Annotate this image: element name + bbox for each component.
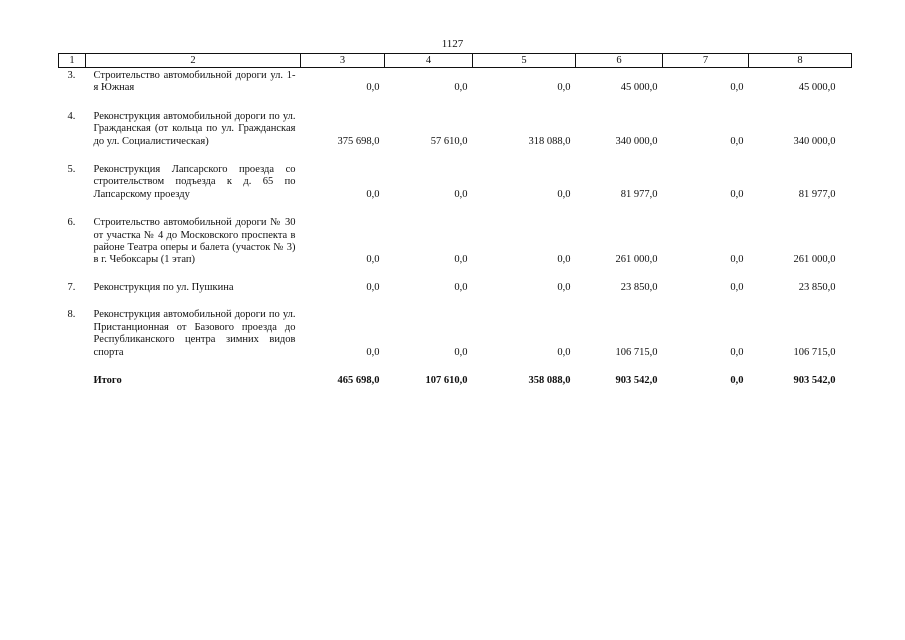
total-label: Итого: [93, 374, 122, 386]
value-cell: 261 000,0: [615, 254, 658, 266]
table-row: [59, 280, 852, 294]
value-cell: 0,0: [366, 254, 380, 266]
total-value-cell: 107 610,0: [425, 374, 468, 386]
row-number: 5.: [67, 164, 76, 176]
value-cell: 57 610,0: [430, 135, 468, 147]
page-number: 1127: [441, 38, 464, 50]
value-cell: 45 000,0: [798, 82, 836, 94]
value-cell: 0,0: [454, 254, 468, 266]
row-number: 8.: [67, 309, 76, 321]
total-value-cell: 0,0: [730, 374, 744, 386]
value-cell: 0,0: [454, 188, 468, 200]
total-value-cell: 358 088,0: [528, 374, 571, 386]
value-cell: 0,0: [730, 346, 744, 358]
row-number: 7.: [67, 281, 76, 293]
row-number: 6.: [67, 217, 76, 229]
row-name: Строительство автомобильной дороги № 30 от участка № 4 до Московского проспекта в районе Театра оперы и балета (участок № 3) в г. Чебоксары (1 этап): [93, 217, 296, 266]
column-header: 6: [576, 54, 663, 68]
total-value-cell: 465 698,0: [337, 374, 380, 386]
value-cell: 106 715,0: [615, 346, 658, 358]
value-cell: 23 850,0: [620, 281, 658, 293]
total-value-cell: 903 542,0: [793, 374, 836, 386]
value-cell: 0,0: [730, 281, 744, 293]
value-cell: 45 000,0: [620, 82, 658, 94]
value-cell: 0,0: [454, 82, 468, 94]
table-row: [59, 307, 852, 359]
value-cell: 0,0: [730, 188, 744, 200]
value-cell: 340 000,0: [793, 135, 836, 147]
value-cell: 0,0: [557, 254, 571, 266]
value-cell: 81 977,0: [620, 188, 658, 200]
value-cell: 0,0: [730, 254, 744, 266]
column-header: 7: [663, 54, 749, 68]
value-cell: 106 715,0: [793, 346, 836, 358]
column-header: 1: [59, 54, 86, 68]
total-value-cell: 903 542,0: [615, 374, 658, 386]
value-cell: 0,0: [557, 346, 571, 358]
value-cell: 0,0: [557, 281, 571, 293]
value-cell: 261 000,0: [793, 254, 836, 266]
value-cell: 318 088,0: [528, 135, 571, 147]
value-cell: 0,0: [366, 346, 380, 358]
table-row: [59, 215, 852, 267]
total-row: [59, 373, 852, 387]
table-row: [59, 162, 852, 201]
value-cell: 0,0: [366, 82, 380, 94]
value-cell: 0,0: [366, 281, 380, 293]
row-number: 3.: [67, 70, 76, 81]
row-name: Реконструкция Лапсарского проезда со строительством подъезда к д. 65 по Лапсарскому проезду: [93, 164, 296, 200]
column-header: 4: [385, 54, 473, 68]
column-number-row: [59, 54, 852, 68]
value-cell: 375 698,0: [337, 135, 380, 147]
budget-table: [58, 53, 852, 387]
value-cell: 23 850,0: [798, 281, 836, 293]
row-name: Реконструкция по ул. Пушкина: [93, 281, 234, 293]
value-cell: 0,0: [454, 346, 468, 358]
row-number: 4.: [67, 110, 76, 122]
row-name: Строительство автомобильной дороги ул. 1-я Южная: [93, 70, 296, 94]
column-header: 2: [86, 54, 301, 68]
value-cell: 0,0: [557, 82, 571, 94]
value-cell: 0,0: [730, 135, 744, 147]
column-header: 5: [473, 54, 576, 68]
value-cell: 0,0: [557, 188, 571, 200]
row-name: Реконструкция автомобильной дороги по ул. Пристанционная от Базового проезда до Республиканского центра зимних видов спорта: [93, 309, 296, 358]
value-cell: 340 000,0: [615, 135, 658, 147]
value-cell: 0,0: [366, 188, 380, 200]
column-header: 8: [749, 54, 852, 68]
row-name: Реконструкция автомобильной дороги по ул. Гражданская (от кольца по ул. Гражданская до ул. Социалистическая): [93, 110, 296, 147]
column-header: 3: [301, 54, 385, 68]
table-row: [59, 109, 852, 148]
value-cell: 0,0: [454, 281, 468, 293]
value-cell: 0,0: [730, 82, 744, 94]
table-row: [59, 68, 852, 95]
value-cell: 81 977,0: [798, 188, 836, 200]
